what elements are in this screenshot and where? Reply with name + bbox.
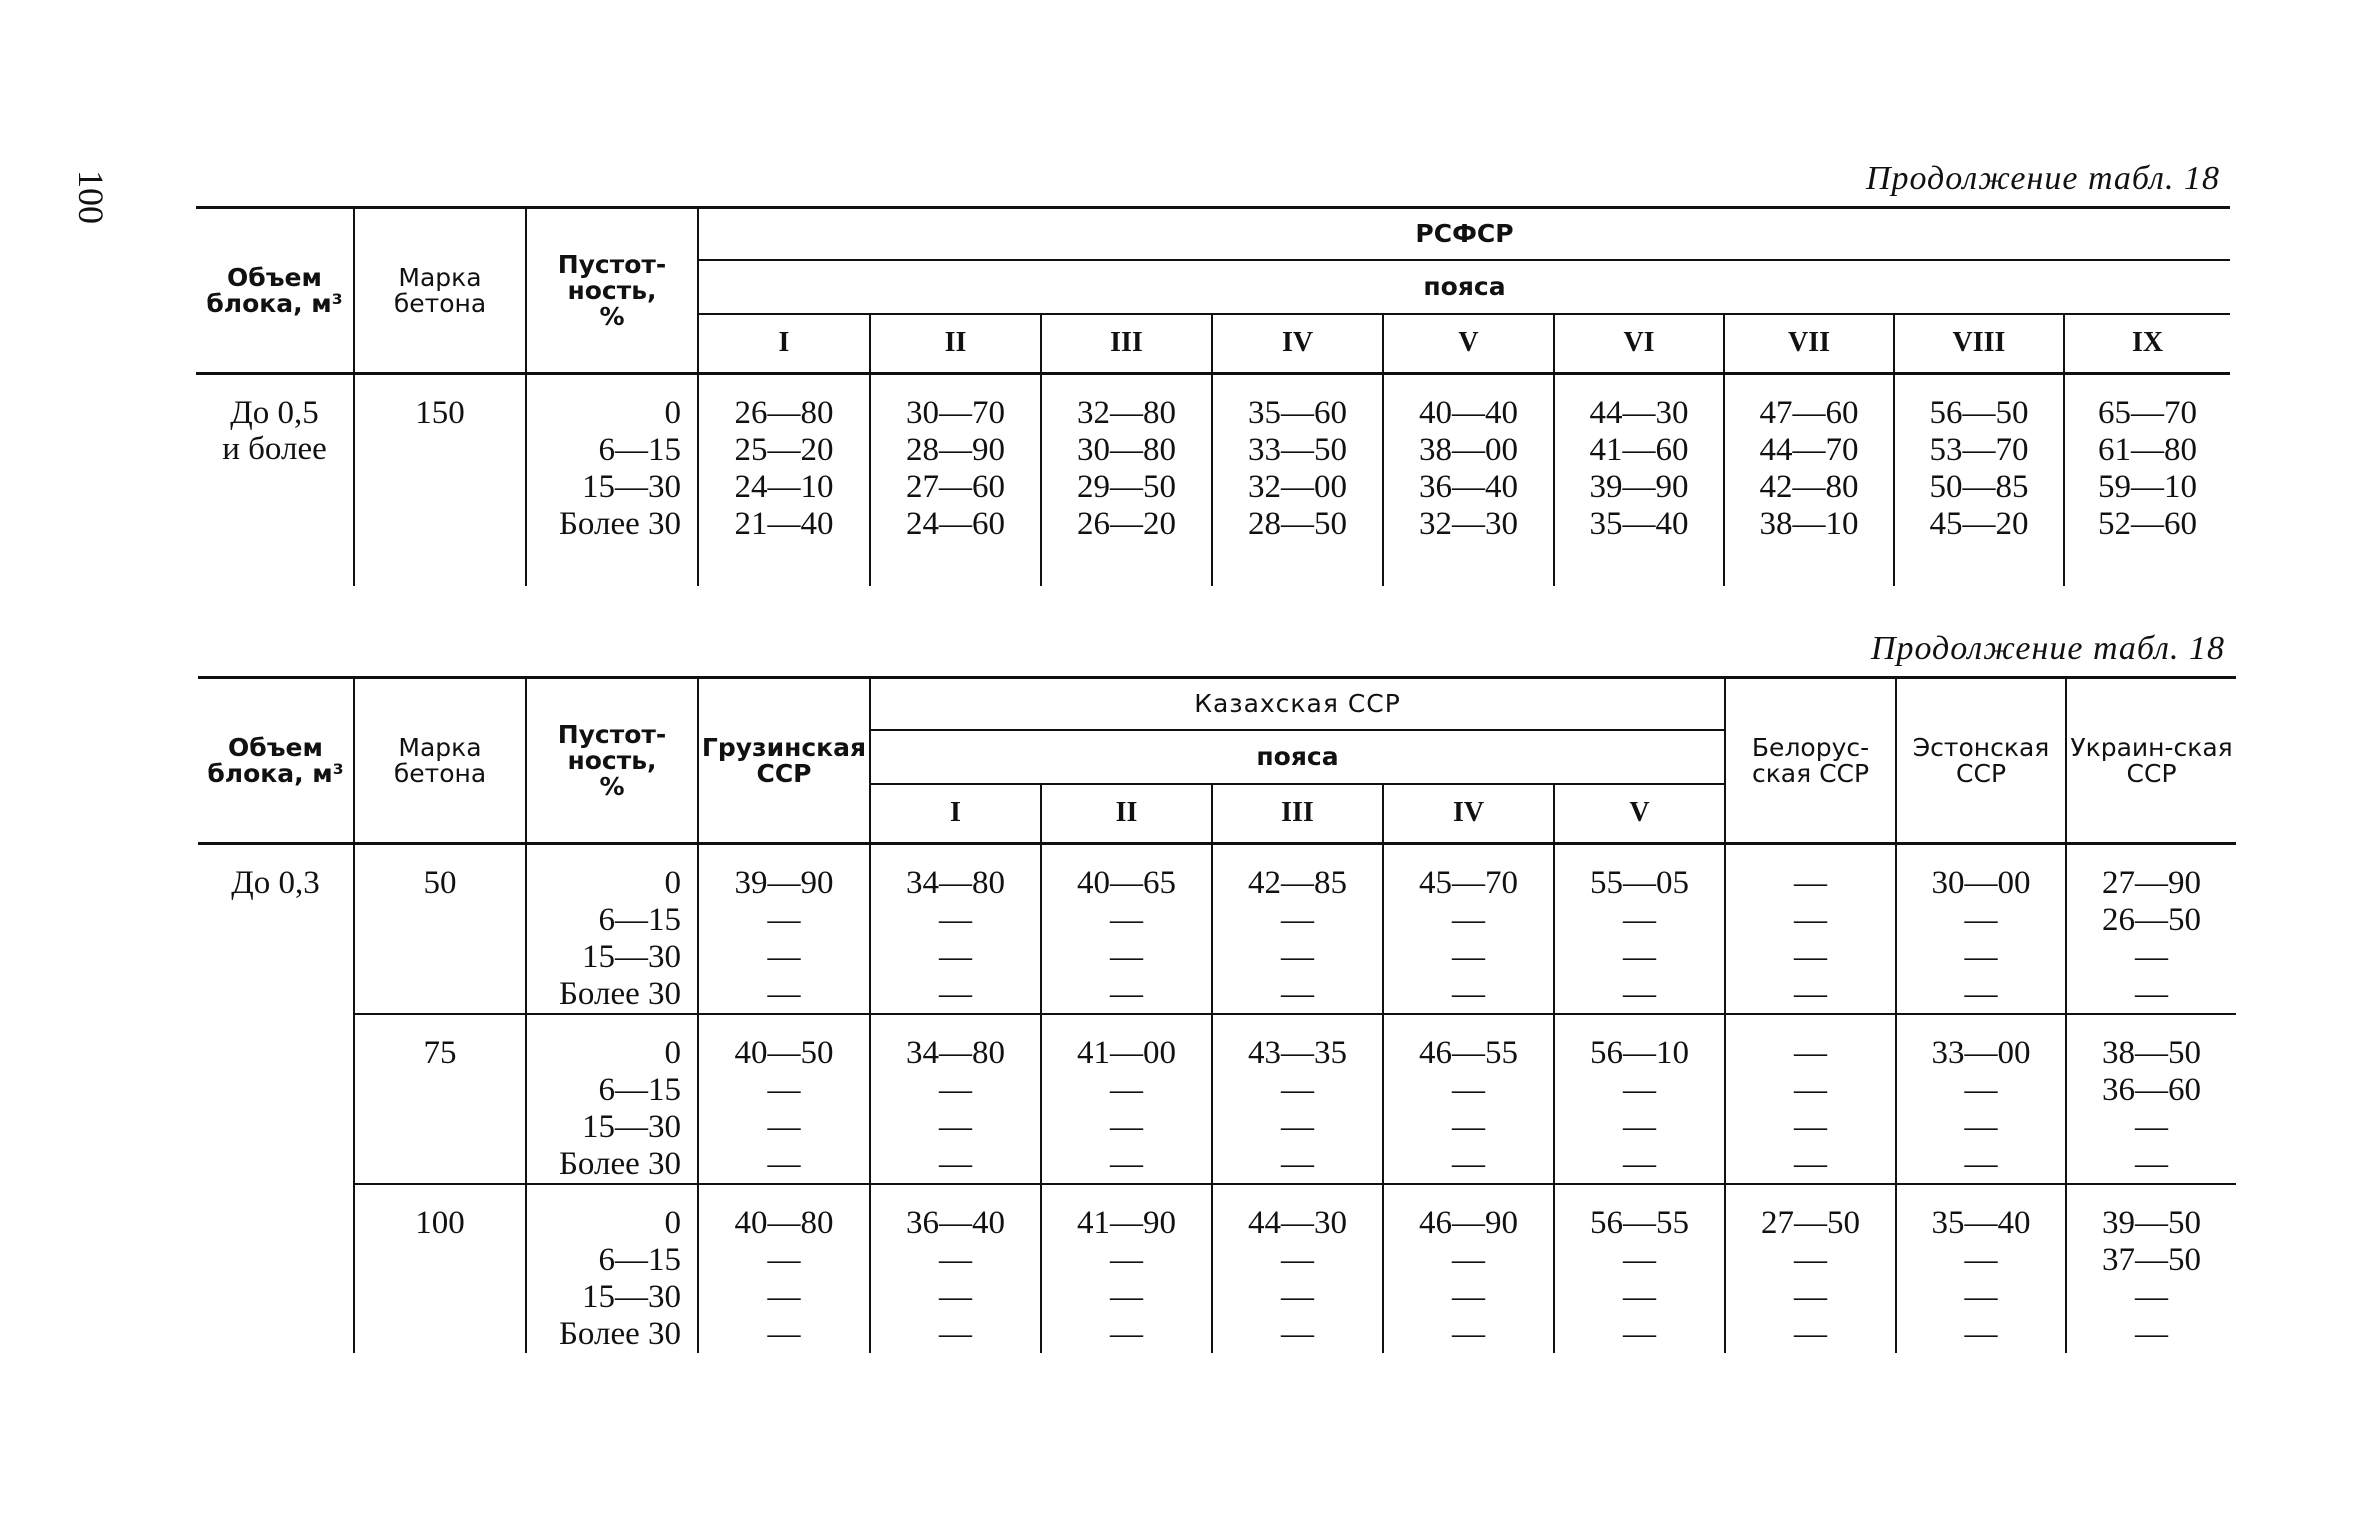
row-grade: 150 — [354, 374, 526, 586]
header-zones: пояса — [870, 730, 1725, 784]
value-cell: 39—90 — — — — [698, 844, 870, 1015]
zone-header: I — [870, 784, 1041, 844]
table1 — [196, 206, 2230, 586]
value-cell: 40—65 — — — — [1041, 844, 1212, 1015]
value-cell: 45—70 — — — — [1383, 844, 1554, 1015]
zone-header: V — [1383, 314, 1554, 374]
value-cell: — — — — — [1725, 1014, 1896, 1184]
value-cell: 32—80 30—80 29—50 26—20 — [1041, 374, 1212, 586]
value-cell: 46—55 — — — — [1383, 1014, 1554, 1184]
row-volume: До 0,3 — [231, 865, 320, 901]
value-cell: 43—35 — — — — [1212, 1014, 1383, 1184]
zone-header: II — [870, 314, 1041, 374]
value-cell: 27—50 — — — — [1725, 1184, 1896, 1353]
value-cell: 42—85 — — — — [1212, 844, 1383, 1015]
zone-header: IV — [1212, 314, 1383, 374]
value-cell: 40—50 — — — — [698, 1014, 870, 1184]
header-estonia: Эстонская ССР — [1896, 678, 2066, 844]
zone-header: VI — [1554, 314, 1724, 374]
value-cell: — — — — — [1725, 844, 1896, 1015]
value-cell: 56—10 — — — — [1554, 1014, 1725, 1184]
value-cell: 39—50 37—50 — — — [2066, 1184, 2236, 1353]
value-cell: 56—50 53—70 50—85 45—20 — [1894, 374, 2064, 586]
value-cell: 38—50 36—60 — — — [2066, 1014, 2236, 1184]
value-cell: 65—70 61—80 59—10 52—60 — [2064, 374, 2230, 586]
row-grade: 100 — [354, 1184, 526, 1353]
header-kazakh: Казахская ССР — [870, 678, 1725, 730]
row-grade: 75 — [354, 1014, 526, 1184]
zone-header: VIII — [1894, 314, 2064, 374]
value-cell: 34—80 — — — — [870, 844, 1041, 1015]
header-belarus: Белорус-ская ССР — [1725, 678, 1896, 844]
value-cell: 44—30 41—60 39—90 35—40 — [1554, 374, 1724, 586]
row-voids: 0 6—15 15—30 Более 30 — [526, 1184, 698, 1353]
value-cell: 36—40 — — — — [870, 1184, 1041, 1353]
header-voids: Пустот-ность, % — [526, 208, 698, 374]
page-number: 100 — [71, 170, 111, 224]
value-cell: 41—00 — — — — [1041, 1014, 1212, 1184]
zone-header: III — [1041, 314, 1212, 374]
value-cell: 34—80 — — — — [870, 1014, 1041, 1184]
header-zones: пояса — [698, 260, 2230, 314]
row-volume: До 0,5 и более — [222, 395, 327, 467]
table2-caption: Продолжение табл. 18 — [1870, 630, 2225, 667]
table-row — [198, 844, 2236, 1015]
row-voids: 0 6—15 15—30 Более 30 — [526, 1014, 698, 1184]
zone-header: V — [1554, 784, 1725, 844]
value-cell: 35—40 — — — — [1896, 1184, 2066, 1353]
row-voids: 0 6—15 15—30 Более 30 — [526, 374, 698, 586]
zone-header: IX — [2064, 314, 2230, 374]
header-volume: Объем блока, м³ — [198, 678, 354, 844]
header-ukraine: Украин-ская ССР — [2066, 678, 2236, 844]
table1-caption: Продолжение табл. 18 — [1865, 160, 2220, 197]
value-cell: 56—55 — — — — [1554, 1184, 1725, 1353]
value-cell: 44—30 — — — — [1212, 1184, 1383, 1353]
table-row — [198, 1184, 2236, 1353]
value-cell: 30—70 28—90 27—60 24—60 — [870, 374, 1041, 586]
zone-header: IV — [1383, 784, 1554, 844]
value-cell: 55—05 — — — — [1554, 844, 1725, 1015]
value-cell: 30—00 — — — — [1896, 844, 2066, 1015]
value-cell: 27—90 26—50 — — — [2066, 844, 2236, 1015]
value-cell: 41—90 — — — — [1041, 1184, 1212, 1353]
table-row — [198, 1014, 2236, 1184]
header-volume: Объем блока, м³ — [196, 208, 354, 374]
header-grade: Марка бетона — [354, 678, 526, 844]
table2 — [198, 676, 2236, 1353]
zone-header: VII — [1724, 314, 1894, 374]
value-cell: 40—40 38—00 36—40 32—30 — [1383, 374, 1554, 586]
value-cell: 33—00 — — — — [1896, 1014, 2066, 1184]
zone-header: I — [698, 314, 870, 374]
header-grade: Марка бетона — [354, 208, 526, 374]
zone-header: III — [1212, 784, 1383, 844]
row-grade: 50 — [354, 844, 526, 1015]
value-cell: 40—80 — — — — [698, 1184, 870, 1353]
value-cell: 47—60 44—70 42—80 38—10 — [1724, 374, 1894, 586]
header-georgia: Грузинская ССР — [698, 678, 870, 844]
value-cell: 26—80 25—20 24—10 21—40 — [698, 374, 870, 586]
value-cell: 35—60 33—50 32—00 28—50 — [1212, 374, 1383, 586]
header-voids: Пустот-ность, % — [526, 678, 698, 844]
zone-header: II — [1041, 784, 1212, 844]
value-cell: 46—90 — — — — [1383, 1184, 1554, 1353]
row-voids: 0 6—15 15—30 Более 30 — [526, 844, 698, 1015]
header-region-rsfsr: РСФСР — [698, 208, 2230, 260]
